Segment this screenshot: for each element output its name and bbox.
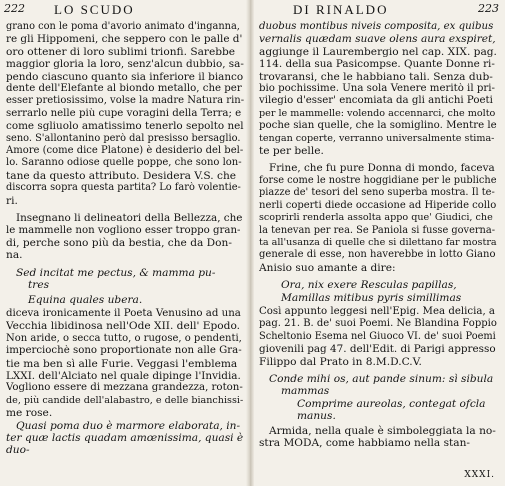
text-line: Comprime aureolas, contegat ofcla [297,397,486,410]
text-line: Conde mihi os, aut pande sinum: sì sibula [269,372,494,385]
text-line: Scheltonio Esema nel Giuoco VI. de' suoi Poemi [259,330,496,342]
text-line: Quasi poma duo è marmore elaborata, in- [16,419,241,432]
text-line: seno. S'allontanino però dal presisso bersaglio. [6,132,241,144]
text-line: ri. [6,194,18,207]
text-line: di, perche sono più da bestia, che da Don- [6,236,232,249]
text-line: tie ma ben sì alle Furie. Veggasi l'emblema [6,357,238,370]
text-line: Così appunto leggesi nell'Epig. Mea delicia, a [259,305,495,317]
text-line: 114. della sua Pasicompse. Quante Donne ri- [259,58,495,71]
right-signature-mark: XXXI. [464,470,495,480]
text-line: de, più candide dell'alabastro, e delle bianchissi- [6,394,244,406]
text-line: Vecchia libidinosa nell'Ode XII. dell' Epodo. [6,320,241,333]
text-line: re gli Hippomeni, che seppero con le palle d' [6,33,243,46]
text-line: Filippo dal Prato in 8.M.D.C.V. [259,355,422,368]
right-running-header [251,2,505,20]
text-line: Non aride, o secca tutto, o rugose, o pendenti, [6,332,242,344]
text-line: grano con le poma d'avorio animato d'inganna, [6,21,240,32]
text-line: discorra sopra questa partita? Lo farò volentie- [6,182,241,194]
right-page-text [259,21,497,449]
left-running-head: LO SCUDO [54,2,135,17]
text-line: aggiunge il Laurembergio nel cap. XIX. pag. [259,45,497,58]
text-line: esser pretiosissimo, volse la madre Natura rin- [6,95,244,107]
text-line: diceva ironicamente il Poeta Venusino ad una [6,307,241,319]
left-running-header [0,2,250,20]
text-line: vernalis quædam suave olens aura exspiret, [259,33,496,46]
text-line: le mammelle non vogliono esser troppo gran- [6,224,241,236]
right-running-head: DI RINALDO [293,2,389,17]
text-line: piazze de' tesori del seno superba mostra. Il te- [259,187,495,199]
text-line: la tenevan per rea. Se Paniola si fusse governa- [259,224,496,236]
text-line: oro ottener di loro sublimi trionfi. Sarebbe [6,45,236,58]
text-line: come sgliuolo amatissimo tenerlo sepolto nel [6,120,244,133]
text-line: per le mammelle: volendo accennarci, che molto [259,107,496,119]
text-line: trovaransi, che le habbiano tali. Senza dub- [259,70,493,83]
text-line: pendo ciascuno quanto sia inferiore il bianco [6,70,244,83]
text-line: Sed incitat me pectus, & mamma pu- [16,266,216,279]
text-line: bio pochissime. Una sola Venere meritò il pri- [259,83,495,95]
text-line: Amore (come dice Platone) è desiderio del bel- [6,145,244,157]
text-line: na. [6,249,23,262]
text-line: maggior gloria la loro, senz'alcun dubbio, sa- [6,58,244,71]
text-line: nerli coperti diede occasione ad Hiperide collo [259,199,497,211]
text-line: manus. [297,410,336,423]
text-line: LXXI. dell'Alciato nel quale dipinge l'Invidia. [6,369,241,382]
text-line: Insegnano li delineatori della Bellezza, che [16,212,243,225]
right-page [251,0,505,486]
text-line: forse come le nostre hoggidiane per le publiche [259,174,497,186]
text-line: dente dell'Elefante al biondo metallo, che per [6,83,242,95]
text-line: Mamillas mitibus pyris simillimas [281,291,462,304]
text-line: Anisio suo amante a dire: [259,261,396,274]
text-line: ter quæ lactis quadam amœnissima, quasi è [6,432,244,444]
text-line: imperciochè sono proportionate non alle Gra- [6,345,242,357]
text-line: tane da questo attributo. Desidera V.S. che [6,169,237,182]
text-line: mammas [281,385,330,398]
text-line: giovenili pag 47. dell'Edit. di Parigi appresso [259,343,496,356]
right-page-number: 223 [478,2,499,15]
text-line: duo- [6,444,30,457]
text-line: me rose. [6,407,53,420]
left-page [0,0,250,486]
text-line: stra MODA, come habbiamo nella stan- [259,437,471,449]
text-line: Armida, nella quale è simboleggiata la no- [269,424,496,437]
text-line: Frine, che fu pure Donna di mondo, faceva [269,162,495,175]
text-line: tengan coperte, verranno universalmente stima- [259,132,495,144]
text-line: Equina quales ubera. [28,293,143,306]
text-line: poche sian quelle, che la somiglino. Mentre le [259,120,497,132]
text-line: vilegio d'esser' encomiata da gli antichi Poeti [259,95,493,107]
text-line: generale di esse, non haverebbe in lotto Giano [259,249,496,261]
text-line: serrarlo nelle più cupe voragini della Terra; e [6,107,242,119]
text-line: pag. 21. B. de' suoi Poemi. Ne Blandina Foppio [259,318,497,330]
text-line: scoprirli renderla assolta appo que' Giudici, che [259,212,493,224]
left-page-text [6,21,244,457]
text-line: Vogliono essere di mezzana grandezza, roton- [6,382,243,394]
text-line: te per belle. [259,145,324,158]
text-line: Ora, nix exere Resculas papillas, [281,279,457,292]
text-line: tres [28,279,50,292]
left-page-number: 222 [4,2,25,15]
text-line: duobus montibus niveis composita, ex quibus [259,21,494,32]
text-line: lo. Saranno odiose quelle poppe, che sono lon- [6,157,242,169]
text-line: ta all'usanza di quelle che si dilettano far mostra [259,236,497,248]
